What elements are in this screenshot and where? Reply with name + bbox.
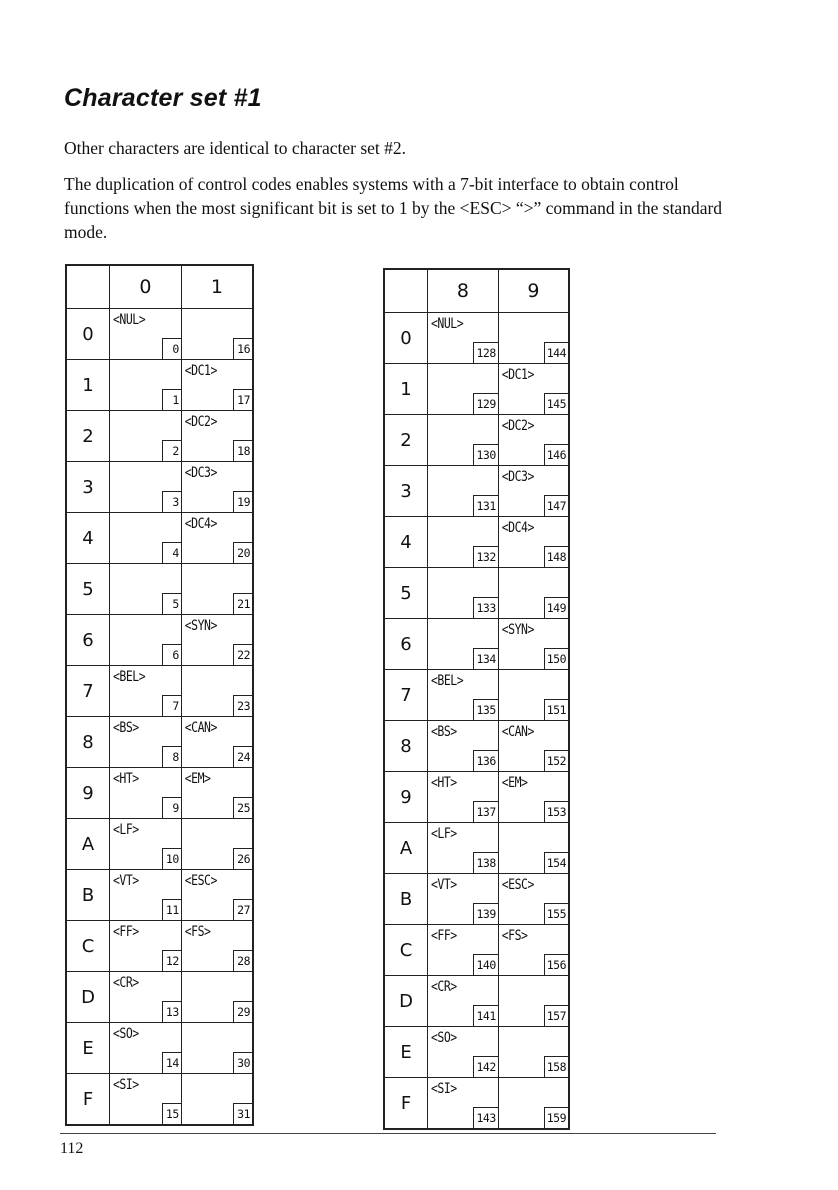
code-cell <box>428 364 499 415</box>
code-cell <box>498 772 569 823</box>
row-header: F <box>384 1078 428 1130</box>
code-number-box: 13 <box>162 1001 181 1022</box>
control-mnemonic: <VT> <box>431 875 457 893</box>
code-number-box: 137 <box>473 801 497 822</box>
row-header: 7 <box>384 670 428 721</box>
control-mnemonic: <EM> <box>184 769 211 787</box>
code-cell <box>428 313 499 364</box>
code-cell <box>498 823 569 874</box>
control-mnemonic: <DC3> <box>184 463 217 481</box>
code-number-box: 140 <box>473 954 497 975</box>
control-mnemonic: <DC4> <box>501 518 534 536</box>
row-header: E <box>384 1027 428 1078</box>
row-header: 6 <box>384 619 428 670</box>
row-header: 5 <box>384 568 428 619</box>
code-number-box: 150 <box>544 648 568 669</box>
code-cell <box>181 360 253 411</box>
code-cell <box>181 462 253 513</box>
control-mnemonic: <SI> <box>113 1075 139 1093</box>
code-cell <box>181 1023 253 1074</box>
table-row <box>384 823 569 874</box>
code-number-box: 23 <box>233 695 252 716</box>
table-row <box>384 772 569 823</box>
code-number-box: 17 <box>233 389 252 410</box>
table-row <box>66 1074 253 1126</box>
row-header: 1 <box>66 360 110 411</box>
control-mnemonic: <BS> <box>113 718 139 736</box>
row-header: F <box>66 1074 110 1126</box>
code-number-box: 0 <box>162 338 181 359</box>
row-header: 8 <box>66 717 110 768</box>
code-cell <box>110 309 182 360</box>
column-header: 0 <box>110 265 182 309</box>
code-number-box: 144 <box>544 342 568 363</box>
code-cell <box>428 925 499 976</box>
code-cell <box>110 1074 182 1126</box>
code-cell <box>110 360 182 411</box>
code-cell <box>498 670 569 721</box>
code-cell <box>181 666 253 717</box>
code-cell <box>428 517 499 568</box>
code-table-left <box>65 264 254 1126</box>
code-cell <box>428 1078 499 1130</box>
code-number-box: 19 <box>233 491 252 512</box>
control-mnemonic: <EM> <box>501 773 528 791</box>
row-header: 3 <box>66 462 110 513</box>
control-mnemonic: <FF> <box>431 926 457 944</box>
code-number-box: 157 <box>544 1005 568 1026</box>
control-mnemonic: <BEL> <box>113 667 146 685</box>
control-mnemonic: <HT> <box>113 769 139 787</box>
code-number-box: 14 <box>162 1052 181 1073</box>
code-cell <box>110 819 182 870</box>
code-cell <box>110 870 182 921</box>
footer-rule <box>60 1133 716 1134</box>
code-cell <box>498 364 569 415</box>
code-number-box: 20 <box>233 542 252 563</box>
code-cell <box>181 717 253 768</box>
control-mnemonic: <ESC> <box>184 871 217 889</box>
code-cell <box>110 615 182 666</box>
table-row <box>66 513 253 564</box>
control-mnemonic: <CR> <box>431 977 457 995</box>
control-mnemonic: <CAN> <box>501 722 534 740</box>
control-mnemonic: <NUL> <box>431 314 464 332</box>
code-number-box: 147 <box>544 495 568 516</box>
control-mnemonic: <DC2> <box>501 416 534 434</box>
table-row <box>66 666 253 717</box>
code-cell <box>428 772 499 823</box>
corner-cell <box>384 269 428 313</box>
code-cell <box>498 415 569 466</box>
code-cell <box>428 415 499 466</box>
code-cell <box>498 619 569 670</box>
code-number-box: 11 <box>162 899 181 920</box>
code-cell <box>498 466 569 517</box>
table-row <box>66 717 253 768</box>
code-cell <box>428 619 499 670</box>
duplication-paragraph: The duplication of control codes enables systems with a 7-bit interface to obtain control functions when the most significant bit is set to 1 by the <ESC> “>” command in the standard mode. <box>64 174 723 242</box>
table-row <box>384 1027 569 1078</box>
code-number-box: 8 <box>162 746 181 767</box>
control-mnemonic: <SYN> <box>184 616 217 634</box>
control-mnemonic: <HT> <box>431 773 457 791</box>
code-number-box: 4 <box>162 542 181 563</box>
row-header: 2 <box>384 415 428 466</box>
row-header: 0 <box>384 313 428 364</box>
control-mnemonic: <DC3> <box>501 467 534 485</box>
code-number-box: 132 <box>473 546 497 567</box>
code-number-box: 151 <box>544 699 568 720</box>
intro-paragraph: Other characters are identical to character set #2. <box>64 138 407 158</box>
code-cell <box>181 411 253 462</box>
table-row <box>66 819 253 870</box>
code-number-box: 18 <box>233 440 252 461</box>
code-cell <box>110 666 182 717</box>
table-row <box>384 568 569 619</box>
row-header: B <box>66 870 110 921</box>
control-mnemonic: <LF> <box>431 824 457 842</box>
code-number-box: 139 <box>473 903 497 924</box>
code-number-box: 9 <box>162 797 181 818</box>
code-number-box: 28 <box>233 950 252 971</box>
page-title: Character set #1 <box>64 84 262 112</box>
row-header: 9 <box>66 768 110 819</box>
code-number-box: 136 <box>473 750 497 771</box>
code-number-box: 128 <box>473 342 497 363</box>
code-cell <box>181 921 253 972</box>
control-mnemonic: <CAN> <box>184 718 217 736</box>
control-mnemonic: <DC2> <box>184 412 217 430</box>
control-mnemonic: <FF> <box>113 922 139 940</box>
code-cell <box>110 564 182 615</box>
control-mnemonic: <DC1> <box>184 361 217 379</box>
code-cell <box>110 513 182 564</box>
row-header: A <box>66 819 110 870</box>
row-header: 9 <box>384 772 428 823</box>
control-mnemonic: <CR> <box>113 973 139 991</box>
table-row <box>66 564 253 615</box>
table-row <box>66 615 253 666</box>
code-cell <box>181 768 253 819</box>
code-cell <box>428 1027 499 1078</box>
code-number-box: 155 <box>544 903 568 924</box>
code-cell <box>428 670 499 721</box>
table-row <box>384 313 569 364</box>
code-number-box: 10 <box>162 848 181 869</box>
row-header: 3 <box>384 466 428 517</box>
table-row <box>384 976 569 1027</box>
code-cell <box>110 921 182 972</box>
column-header: 1 <box>181 265 253 309</box>
column-header: 9 <box>498 269 569 313</box>
table-row <box>66 921 253 972</box>
code-number-box: 149 <box>544 597 568 618</box>
row-header: C <box>66 921 110 972</box>
table-row <box>384 517 569 568</box>
code-number-box: 29 <box>233 1001 252 1022</box>
code-cell <box>498 874 569 925</box>
row-header: E <box>66 1023 110 1074</box>
code-number-box: 21 <box>233 593 252 614</box>
control-mnemonic: <VT> <box>113 871 139 889</box>
code-number-box: 152 <box>544 750 568 771</box>
row-header: 6 <box>66 615 110 666</box>
table-row <box>66 360 253 411</box>
code-cell <box>110 1023 182 1074</box>
table-row <box>66 870 253 921</box>
row-header: 1 <box>384 364 428 415</box>
code-number-box: 15 <box>162 1103 181 1124</box>
control-mnemonic: <BS> <box>431 722 457 740</box>
code-cell <box>181 1074 253 1126</box>
page-number: 112 <box>60 1140 84 1157</box>
code-cell <box>498 568 569 619</box>
row-header: 8 <box>384 721 428 772</box>
table-row <box>384 1078 569 1130</box>
code-cell <box>110 768 182 819</box>
code-number-box: 30 <box>233 1052 252 1073</box>
column-header: 8 <box>428 269 499 313</box>
control-mnemonic: <SI> <box>431 1079 457 1097</box>
code-number-box: 141 <box>473 1005 497 1026</box>
code-cell <box>428 568 499 619</box>
code-number-box: 7 <box>162 695 181 716</box>
code-number-box: 154 <box>544 852 568 873</box>
code-number-box: 22 <box>233 644 252 665</box>
code-number-box: 2 <box>162 440 181 461</box>
code-cell <box>498 313 569 364</box>
row-header: 2 <box>66 411 110 462</box>
table-row <box>384 670 569 721</box>
code-number-box: 5 <box>162 593 181 614</box>
row-header: 7 <box>66 666 110 717</box>
code-cell <box>181 564 253 615</box>
corner-cell <box>66 265 110 309</box>
table-row <box>384 619 569 670</box>
code-cell <box>110 717 182 768</box>
code-number-box: 24 <box>233 746 252 767</box>
code-number-box: 31 <box>233 1103 252 1124</box>
code-cell <box>181 819 253 870</box>
code-number-box: 135 <box>473 699 497 720</box>
code-cell <box>181 972 253 1023</box>
code-cell <box>428 823 499 874</box>
control-mnemonic: <BEL> <box>431 671 464 689</box>
header-row <box>66 265 253 309</box>
code-number-box: 143 <box>473 1107 497 1128</box>
row-header: D <box>66 972 110 1023</box>
code-number-box: 25 <box>233 797 252 818</box>
code-cell <box>110 462 182 513</box>
row-header: 4 <box>66 513 110 564</box>
code-number-box: 158 <box>544 1056 568 1077</box>
code-cell <box>181 870 253 921</box>
table-row <box>384 364 569 415</box>
code-cell <box>110 411 182 462</box>
row-header: D <box>384 976 428 1027</box>
row-header: B <box>384 874 428 925</box>
code-number-box: 129 <box>473 393 497 414</box>
code-number-box: 133 <box>473 597 497 618</box>
code-number-box: 130 <box>473 444 497 465</box>
table-row <box>66 462 253 513</box>
code-number-box: 156 <box>544 954 568 975</box>
control-mnemonic: <SYN> <box>501 620 534 638</box>
code-cell <box>498 517 569 568</box>
code-number-box: 1 <box>162 389 181 410</box>
table-row <box>384 721 569 772</box>
code-number-box: 153 <box>544 801 568 822</box>
table-row <box>384 874 569 925</box>
code-cell <box>428 874 499 925</box>
code-cell <box>498 925 569 976</box>
table-row <box>66 768 253 819</box>
code-cell <box>181 309 253 360</box>
code-cell <box>498 721 569 772</box>
table-row <box>384 925 569 976</box>
table-row <box>66 309 253 360</box>
code-cell <box>110 972 182 1023</box>
code-number-box: 6 <box>162 644 181 665</box>
control-mnemonic: <NUL> <box>113 310 146 328</box>
control-mnemonic: <DC4> <box>184 514 217 532</box>
row-header: C <box>384 925 428 976</box>
code-number-box: 16 <box>233 338 252 359</box>
control-mnemonic: <DC1> <box>501 365 534 383</box>
code-cell <box>498 976 569 1027</box>
code-cell <box>498 1027 569 1078</box>
table-row <box>66 411 253 462</box>
row-header: 5 <box>66 564 110 615</box>
code-number-box: 146 <box>544 444 568 465</box>
code-number-box: 159 <box>544 1107 568 1128</box>
code-cell <box>181 513 253 564</box>
code-number-box: 138 <box>473 852 497 873</box>
code-number-box: 142 <box>473 1056 497 1077</box>
control-mnemonic: <FS> <box>501 926 528 944</box>
code-cell <box>428 721 499 772</box>
control-mnemonic: <SO> <box>431 1028 457 1046</box>
code-cell <box>498 1078 569 1130</box>
table-row <box>384 466 569 517</box>
code-number-box: 148 <box>544 546 568 567</box>
code-number-box: 26 <box>233 848 252 869</box>
table-row <box>384 415 569 466</box>
code-table-right <box>383 268 570 1130</box>
control-mnemonic: <LF> <box>113 820 139 838</box>
code-number-box: 27 <box>233 899 252 920</box>
row-header: 4 <box>384 517 428 568</box>
code-number-box: 3 <box>162 491 181 512</box>
code-number-box: 134 <box>473 648 497 669</box>
header-row <box>384 269 569 313</box>
code-cell <box>428 976 499 1027</box>
table-row <box>66 1023 253 1074</box>
row-header: 0 <box>66 309 110 360</box>
control-mnemonic: <SO> <box>113 1024 139 1042</box>
control-mnemonic: <ESC> <box>501 875 534 893</box>
code-number-box: 145 <box>544 393 568 414</box>
code-cell <box>428 466 499 517</box>
code-number-box: 12 <box>162 950 181 971</box>
control-mnemonic: <FS> <box>184 922 211 940</box>
code-number-box: 131 <box>473 495 497 516</box>
table-row <box>66 972 253 1023</box>
code-cell <box>181 615 253 666</box>
row-header: A <box>384 823 428 874</box>
